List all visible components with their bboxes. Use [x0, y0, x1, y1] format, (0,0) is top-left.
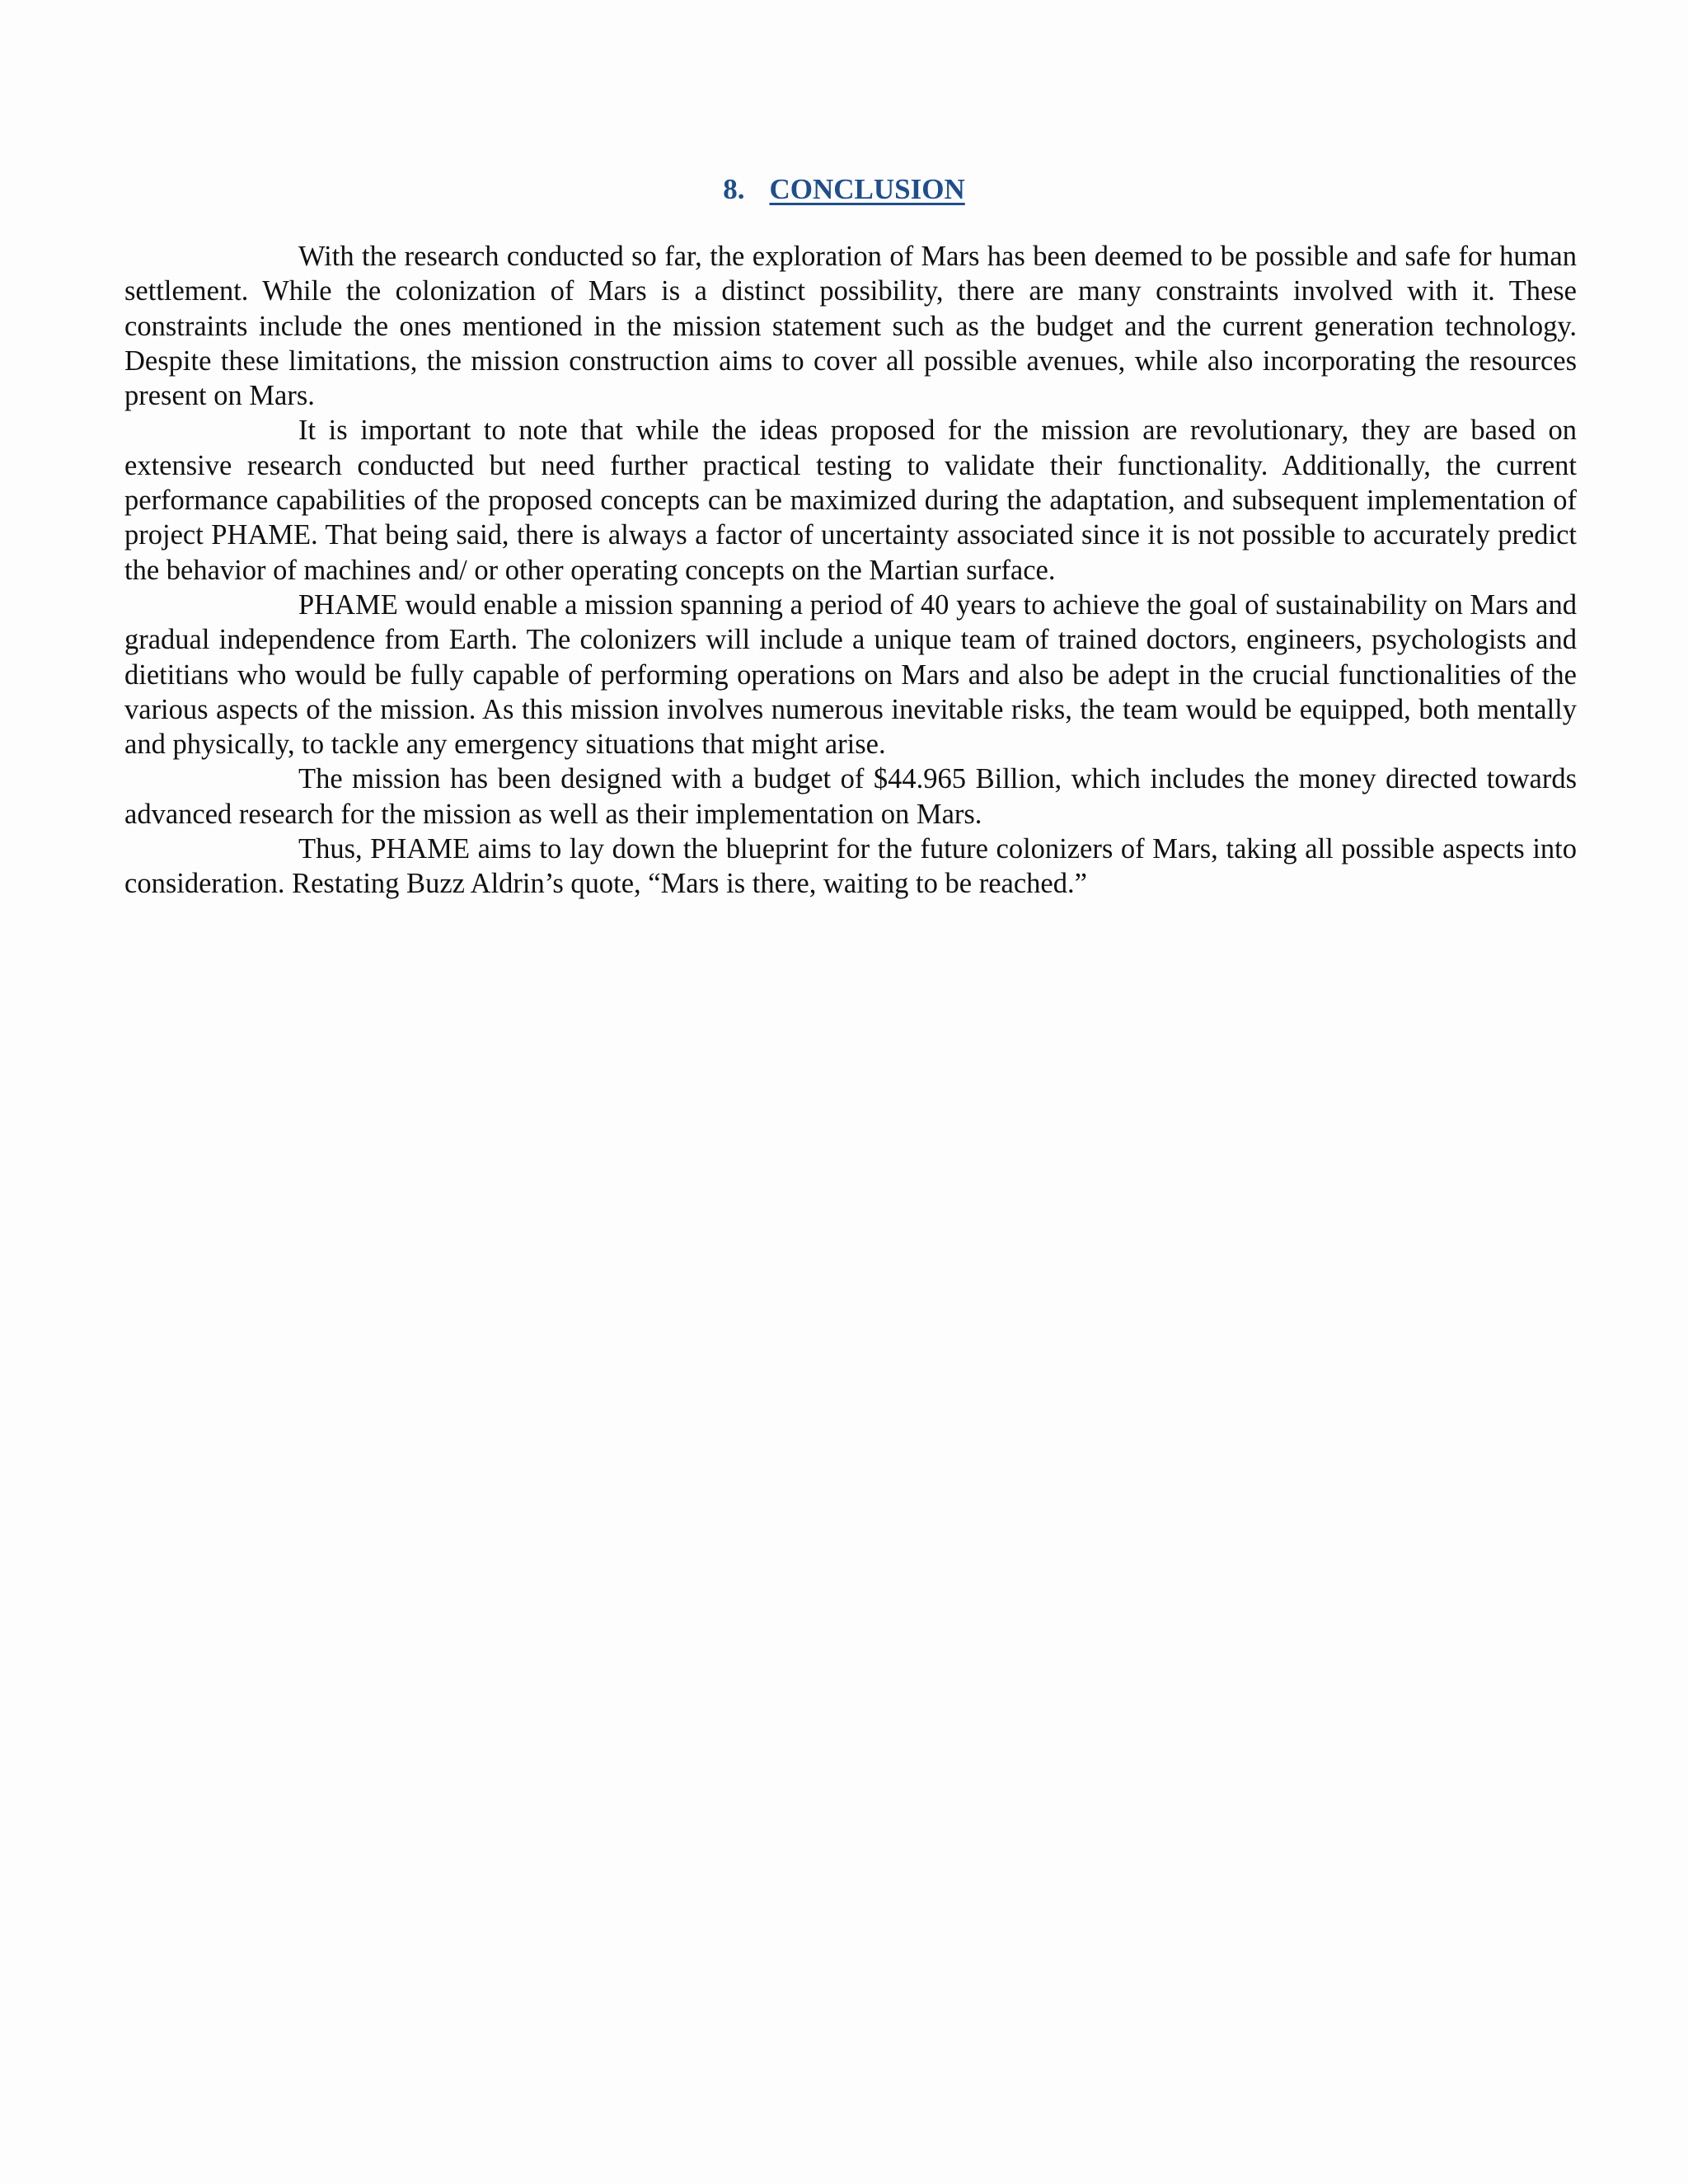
paragraph: With the research conducted so far, the exploration of Mars has been deemed to be possible and safe for human settlement. While the colonization of Mars is a distinct possibility, there are many constraints involved with it. These constraints include the ones mentioned in the mission statement such as the budget and the current generation technology. Despite these limitations, the mission construction aims to cover all possible avenues, while also incorporating the resources present on Mars.: [124, 241, 1577, 412]
paragraph: Thus, PHAME aims to lay down the blueprint for the future colonizers of Mars, taking all possible aspects into consideration. Restating Buzz Aldrin’s quote, “Mars is there, waiting to be reached.”: [124, 833, 1577, 900]
paragraph: It is important to note that while the ideas proposed for the mission are revolutionary, they are based on extensive research conducted but need further practical testing to validate their functionality. Additionally, the current performance capabilities of the proposed concepts can be maximized during the adaptation, and subsequent implementation of project PHAME. That being said, there is always a factor of uncertainty associated since it is not possible to accurately predict the behavior of machines and/ or other operating concepts on the Martian surface.: [124, 415, 1577, 586]
section-heading: [0, 170, 1688, 209]
conclusion-body: [124, 239, 1577, 902]
paragraph: PHAME would enable a mission spanning a period of 40 years to achieve the goal of sustainability on Mars and gradual independence from Earth. The colonizers will include a unique team of trained doctors, engineers, psychologists and dietitians who would be fully capable of performing operations on Mars and also be adept in the crucial functionalities of the various aspects of the mission. As this mission involves numerous inevitable risks, the team would be equipped, both mentally and physically, to tackle any emergency situations that might arise.: [124, 588, 1577, 761]
section-number: 8.: [723, 173, 745, 205]
section-title: CONCLUSION: [769, 173, 965, 205]
paragraph: The mission has been designed with a budget of $44.965 Billion, which includes the money directed towards advanced research for the mission as well as their implementation on Mars.: [124, 763, 1577, 830]
